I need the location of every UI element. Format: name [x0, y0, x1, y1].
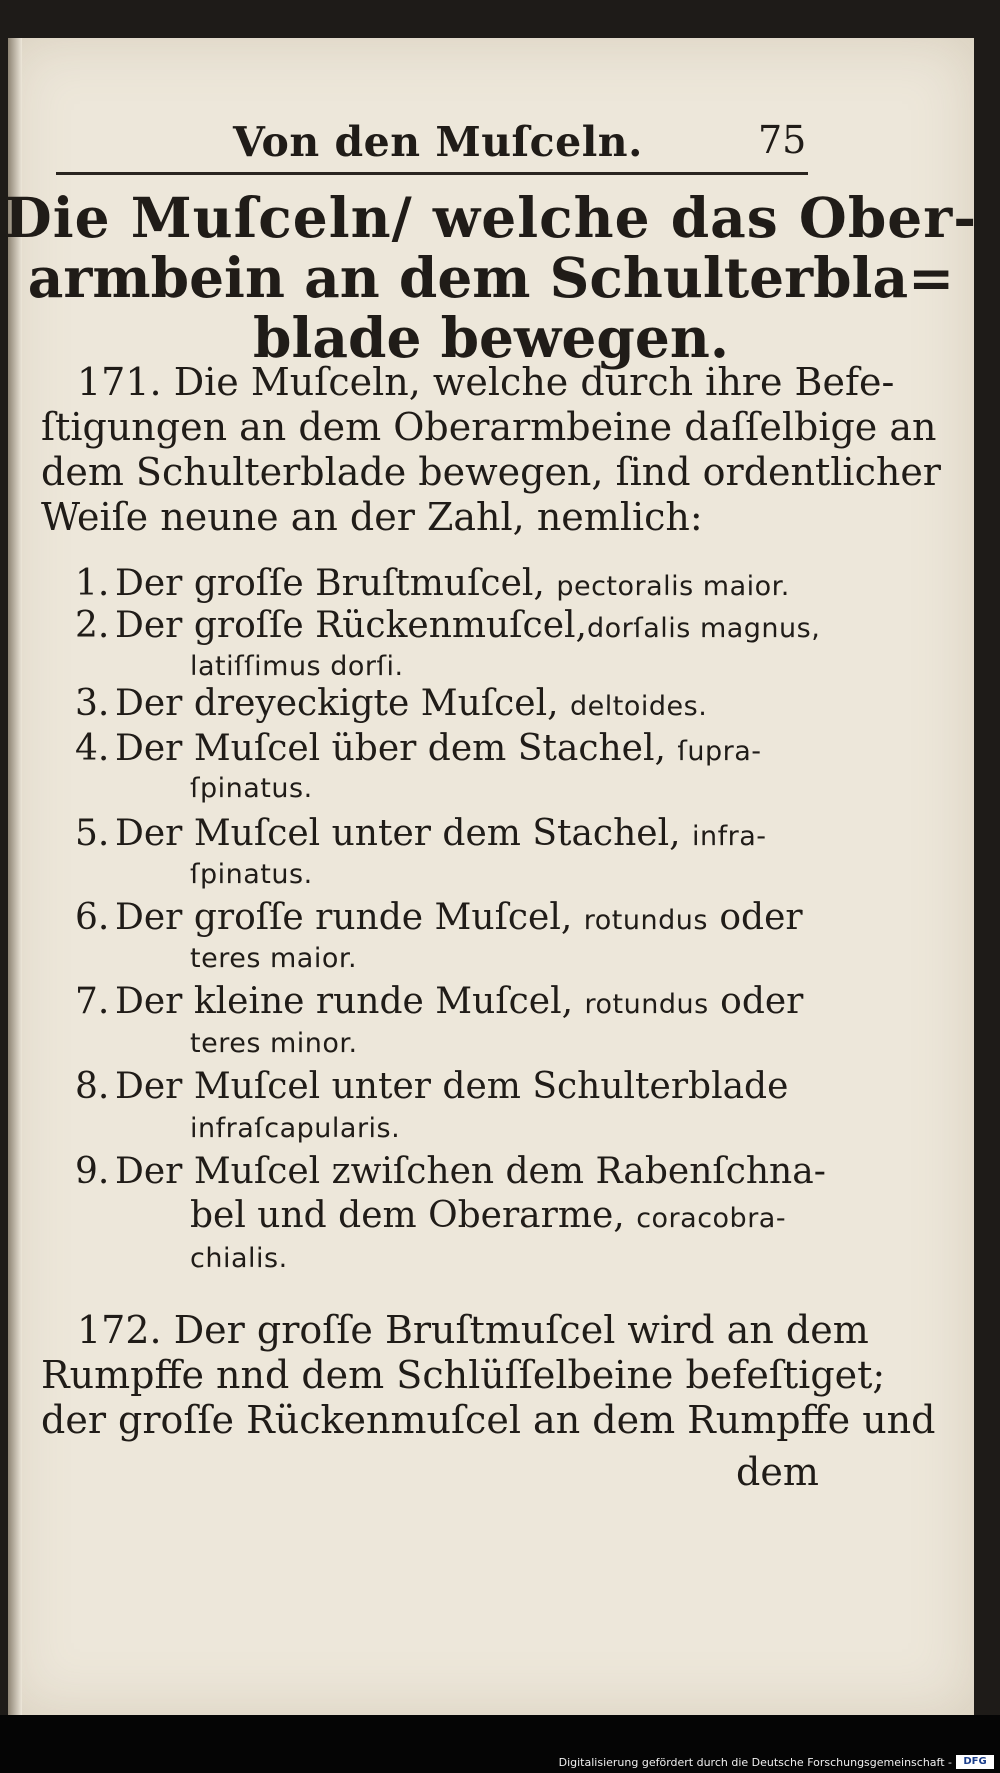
heading-line-3: blade bewegen. — [253, 305, 729, 370]
item-german: Der groſſe runde Muſcel, — [115, 897, 573, 938]
item-latin: pectoralis maior. — [556, 571, 790, 602]
list-item — [75, 683, 707, 724]
item-german: Der dreyeckigte Muſcel, — [115, 683, 559, 724]
item-number: 7. — [75, 981, 110, 1022]
catchword: dem — [736, 1450, 819, 1494]
item-german: bel und dem Oberarme, — [190, 1195, 625, 1236]
running-head — [8, 118, 974, 178]
item-number: 1. — [75, 563, 110, 604]
dfg-logo: DFG — [956, 1755, 994, 1769]
item-german: Der Muſcel unter dem Schulterblade — [115, 1066, 789, 1107]
running-head-title: Von den Muſceln. — [233, 118, 643, 166]
paragraph-172 — [41, 1308, 936, 1443]
paragraph-line: Rumpffe nnd dem Schlüſſelbeine befeſtiget; — [41, 1353, 886, 1397]
list-item — [75, 981, 803, 1022]
item-latin-continuation: infraſcapularis. — [190, 1113, 401, 1144]
item-number: 4. — [75, 728, 110, 769]
header-rule — [56, 172, 808, 175]
list-item — [75, 897, 803, 938]
item-latin-continuation: chialis. — [190, 1243, 288, 1274]
paragraph-line: ſtigungen an dem Oberarmbeine daſſelbige an — [41, 405, 937, 449]
item-german: Der Muſcel unter dem Stachel, — [115, 813, 681, 854]
paragraph-line: dem Schulterblade bewegen, ſind ordentlicher — [41, 450, 941, 494]
digitization-note: Digitalisierung gefördert durch die Deutsche Forschungsgemeinschaft - — [558, 1756, 952, 1769]
list-item — [75, 813, 767, 854]
item-german: Der Muſcel über dem Stachel, — [115, 728, 666, 769]
item-latin: coracobra- — [636, 1203, 787, 1234]
item-latin-continuation: ſpinatus. — [190, 773, 313, 804]
list-item — [75, 728, 762, 769]
paragraph-line: der groſſe Rückenmuſcel an dem Rumpffe und — [41, 1398, 936, 1442]
paragraph-line: 172. Der groſſe Bruſtmuſcel wird an dem — [77, 1308, 869, 1352]
item-latin: rotundus — [583, 905, 708, 936]
paragraph-line: 171. Die Muſceln, welche durch ihre Befe- — [77, 360, 895, 404]
item-german: Der kleine runde Muſcel, — [115, 981, 574, 1022]
item-german: Der Muſcel zwiſchen dem Rabenſchna- — [115, 1151, 826, 1192]
heading-line-1: Die Muſceln/ welche das Ober- — [4, 185, 978, 250]
book-page — [4, 38, 978, 1715]
item-number: 3. — [75, 683, 110, 724]
item-german: Der groſſe Rückenmuſcel, — [115, 605, 587, 646]
item-latin: infra- — [692, 821, 767, 852]
item-number: 5. — [75, 813, 110, 854]
item-latin: deltoides. — [570, 691, 708, 722]
item-conjunction: oder — [720, 981, 804, 1022]
item-latin-continuation: latiſſimus dorſi. — [190, 651, 404, 682]
list-item-continuation — [190, 1195, 786, 1236]
item-conjunction: oder — [719, 897, 803, 938]
item-latin: rotundus — [584, 989, 709, 1020]
item-german: Der groſſe Bruſtmuſcel, — [115, 563, 545, 604]
list-item — [75, 1066, 788, 1107]
footer-band — [0, 1715, 1000, 1773]
item-latin: dorſalis magnus, — [586, 613, 821, 644]
item-number: 2. — [75, 605, 110, 646]
section-heading — [4, 185, 978, 370]
item-number: 6. — [75, 897, 110, 938]
item-latin: ſupra- — [677, 736, 762, 767]
list-item — [75, 605, 820, 646]
list-item — [75, 1151, 826, 1192]
paragraph-line: Weiſe neune an der Zahl, nemlich: — [41, 495, 703, 539]
page-number: 75 — [758, 118, 807, 162]
item-latin-continuation: ſpinatus. — [190, 859, 313, 890]
item-number: 8. — [75, 1066, 110, 1107]
heading-line-2: armbein an dem Schulterbla= — [27, 245, 955, 310]
item-number: 9. — [75, 1151, 110, 1192]
paragraph-171 — [41, 360, 941, 540]
list-item — [75, 563, 790, 604]
item-latin-continuation: teres maior. — [190, 943, 358, 974]
item-latin-continuation: teres minor. — [190, 1028, 358, 1059]
